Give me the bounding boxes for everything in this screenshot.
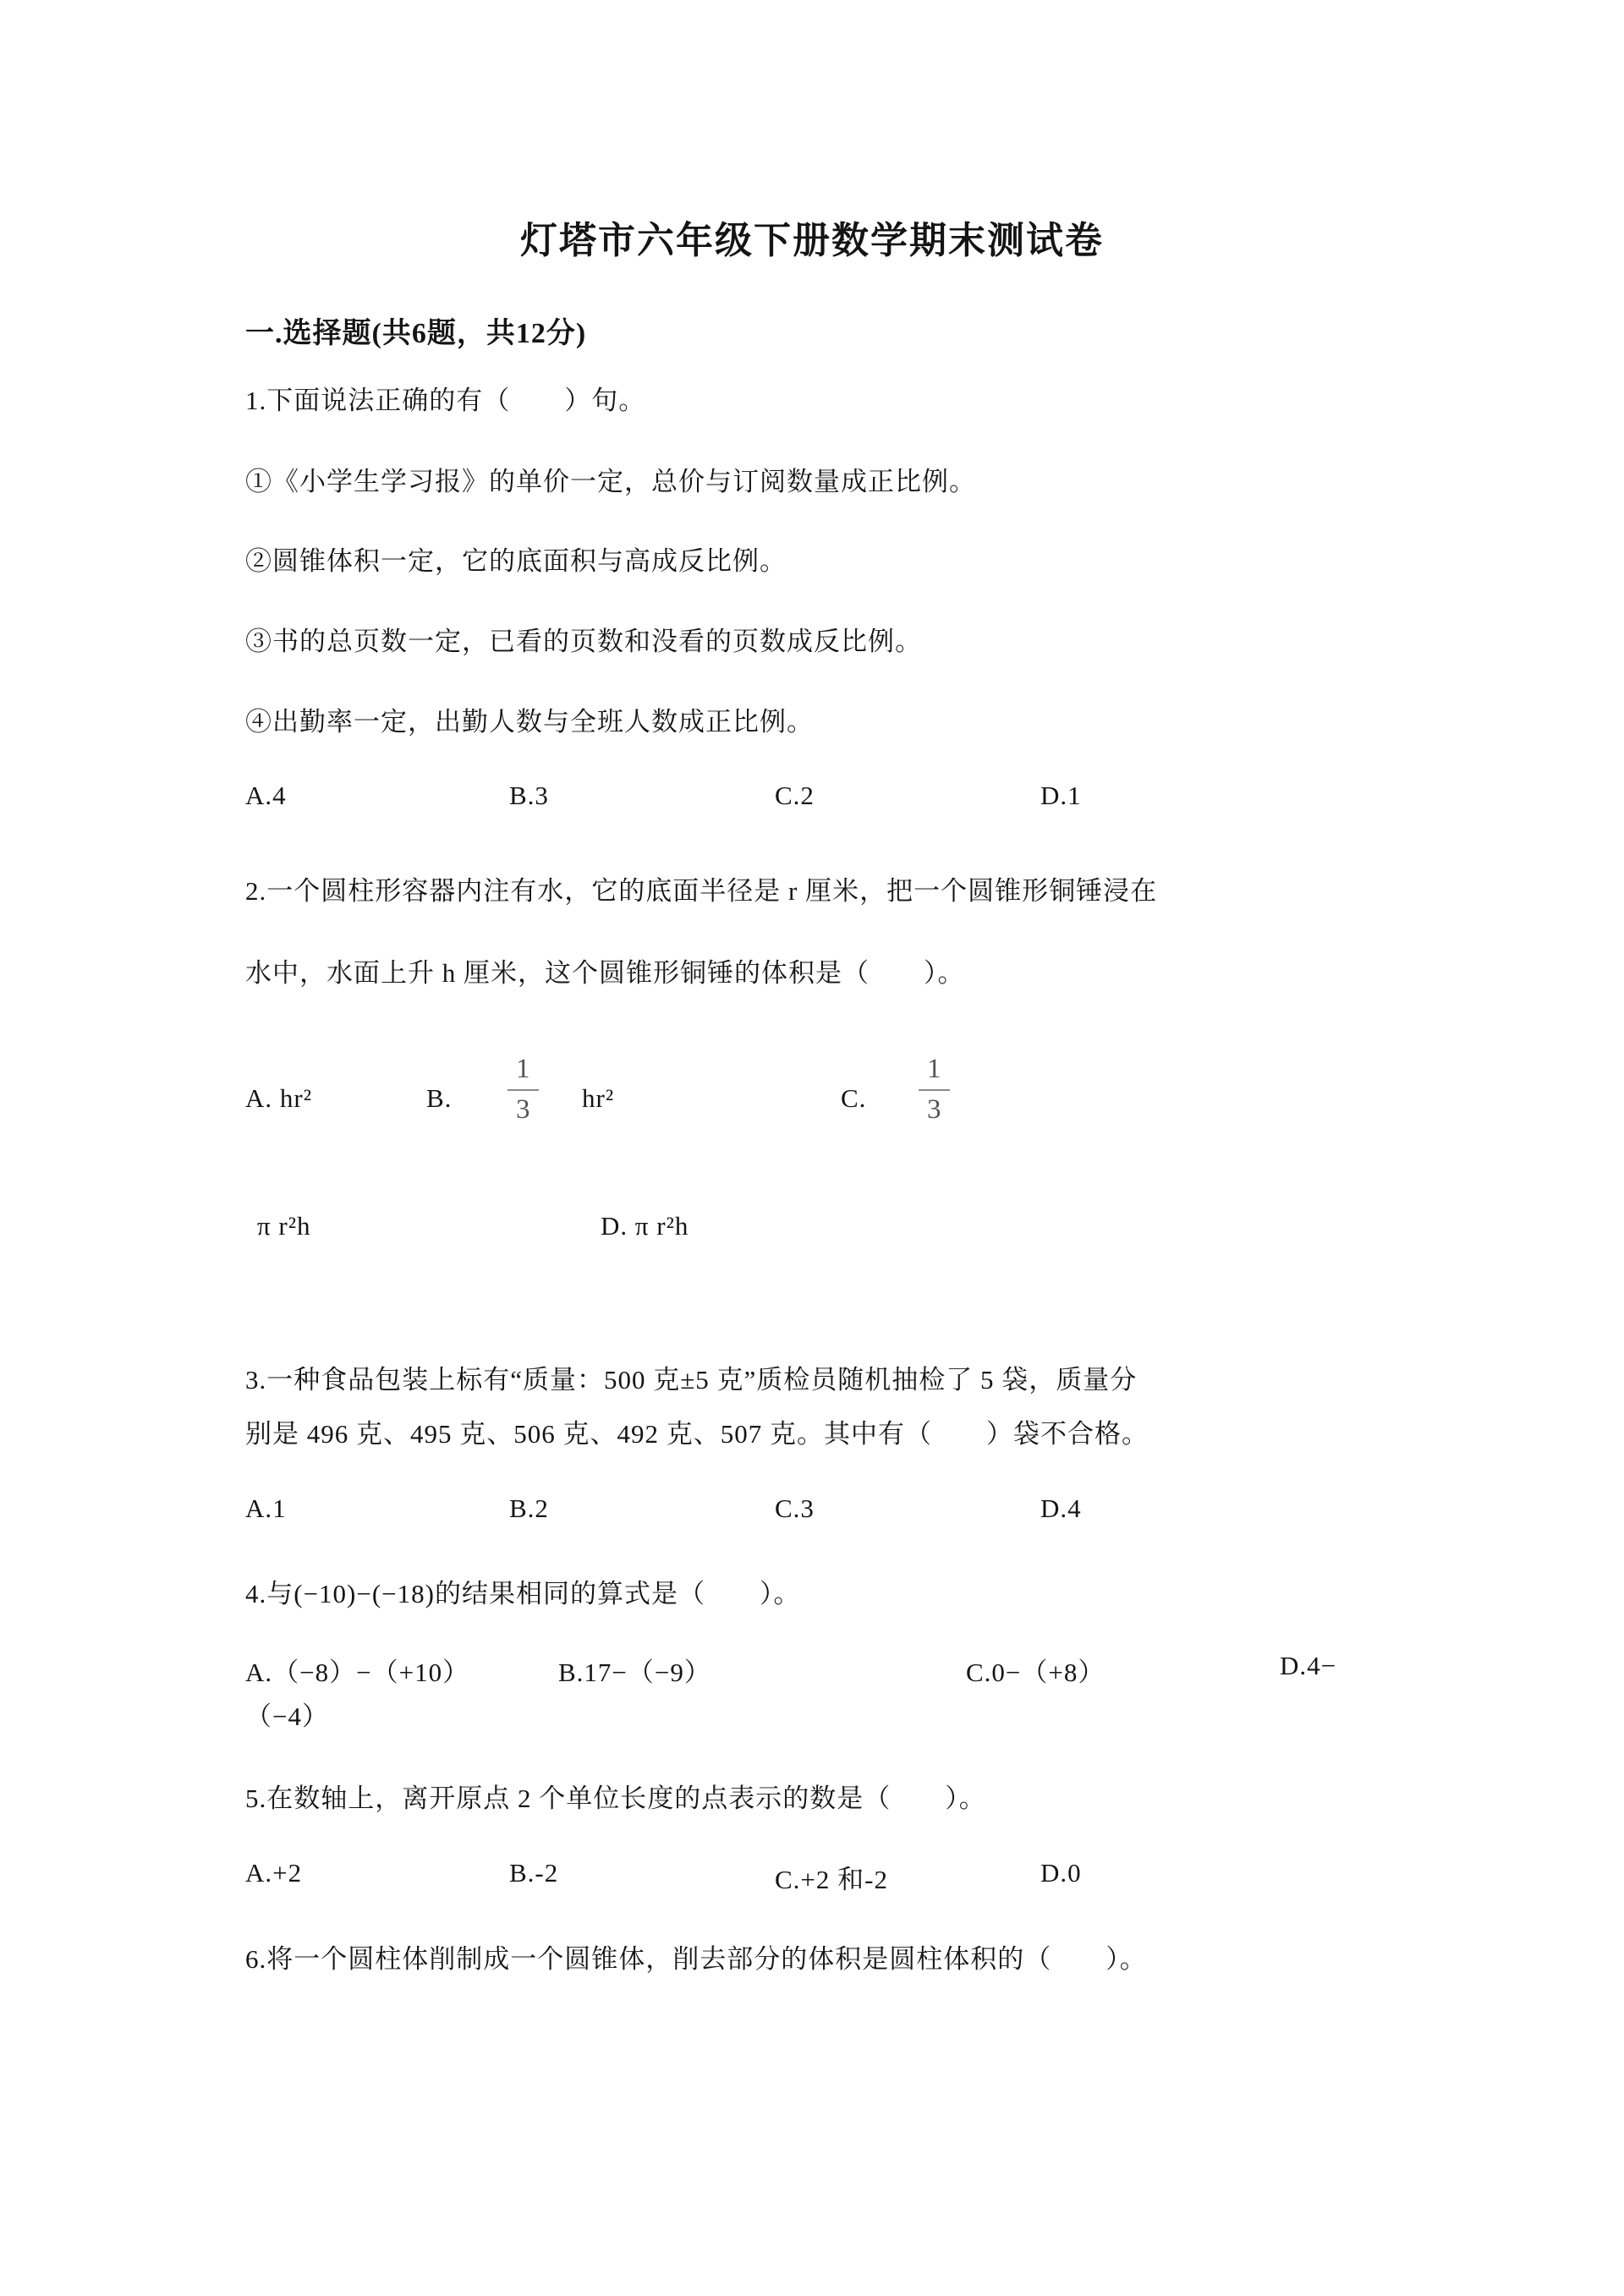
q1-item-2: ②圆锥体积一定，它的底面积与高成反比例。 [245, 546, 787, 576]
q4-option-d-wrap: （−4） [245, 1701, 329, 1731]
fraction-denominator: 3 [927, 1093, 941, 1125]
q5-option-d: D.0 [1040, 1858, 1082, 1888]
q2-option-c-tail: π r²h [257, 1211, 311, 1241]
q2-option-b-label: B. [426, 1083, 453, 1113]
q1-option-a: A.4 [245, 781, 287, 810]
q1-option-b: B.3 [509, 781, 549, 810]
q3-stem-line1: 3.一种食品包装上标有“质量：500 克±5 克”质检员随机抽检了 5 袋，质量分 [245, 1365, 1138, 1395]
q4-option-b: B.17−（−9） [558, 1658, 711, 1687]
q2-option-b-fraction [508, 1053, 539, 1126]
fraction-denominator: 3 [516, 1093, 530, 1125]
q4-stem: 4.与(−10)−(−18)的结果相同的算式是（ ）。 [245, 1579, 801, 1608]
q1-stem: 1.下面说法正确的有（ ）句。 [245, 386, 646, 415]
q5-option-b: B.-2 [509, 1858, 559, 1888]
q1-item-4: ④出勤率一定，出勤人数与全班人数成正比例。 [245, 707, 814, 737]
q2-option-d: D. π r²h [601, 1211, 689, 1241]
q4-option-c: C.0−（+8） [966, 1658, 1106, 1687]
q5-option-c: C.+2 和-2 [775, 1865, 888, 1894]
q3-stem-line2: 别是 496 克、495 克、506 克、492 克、507 克。其中有（ ）袋不合格。 [245, 1419, 1149, 1449]
q2-stem-line1: 2.一个圆柱形容器内注有水，它的底面半径是 r 厘米，把一个圆锥形铜锤浸在 [245, 876, 1158, 906]
q2-option-a: A. hr² [245, 1083, 313, 1113]
section-header: 一.选择题(共6题，共12分) [245, 318, 587, 349]
q1-option-c: C.2 [775, 781, 815, 810]
q1-item-1: ①《小学生学习报》的单价一定，总价与订阅数量成正比例。 [245, 467, 976, 496]
q6-stem: 6.将一个圆柱体削制成一个圆锥体，削去部分的体积是圆柱体积的（ ）。 [245, 1944, 1147, 1974]
q2-stem-line2: 水中，水面上升 h 厘米，这个圆锥形铜锤的体积是（ ）。 [245, 958, 965, 988]
q3-option-a: A.1 [245, 1493, 287, 1523]
q1-item-3: ③书的总页数一定，已看的页数和没看的页数成反比例。 [245, 627, 922, 656]
fraction-numerator: 1 [508, 1053, 539, 1091]
q4-option-a: A.（−8）−（+10） [245, 1658, 470, 1687]
q4-option-d: D.4− [1280, 1651, 1337, 1680]
page-title: 灯塔市六年级下册数学期末测试卷 [520, 220, 1104, 261]
q5-stem: 5.在数轴上，离开原点 2 个单位长度的点表示的数是（ ）。 [245, 1784, 986, 1813]
q3-option-c: C.3 [775, 1493, 815, 1523]
q3-option-b: B.2 [509, 1493, 549, 1523]
q2-option-c-label: C. [841, 1083, 867, 1113]
q2-option-c-fraction [919, 1053, 950, 1126]
q1-option-d: D.1 [1040, 781, 1082, 810]
q2-option-b-tail: hr² [582, 1083, 615, 1113]
fraction-numerator: 1 [919, 1053, 950, 1091]
q5-option-a: A.+2 [245, 1858, 303, 1888]
q3-option-d: D.4 [1040, 1493, 1082, 1523]
